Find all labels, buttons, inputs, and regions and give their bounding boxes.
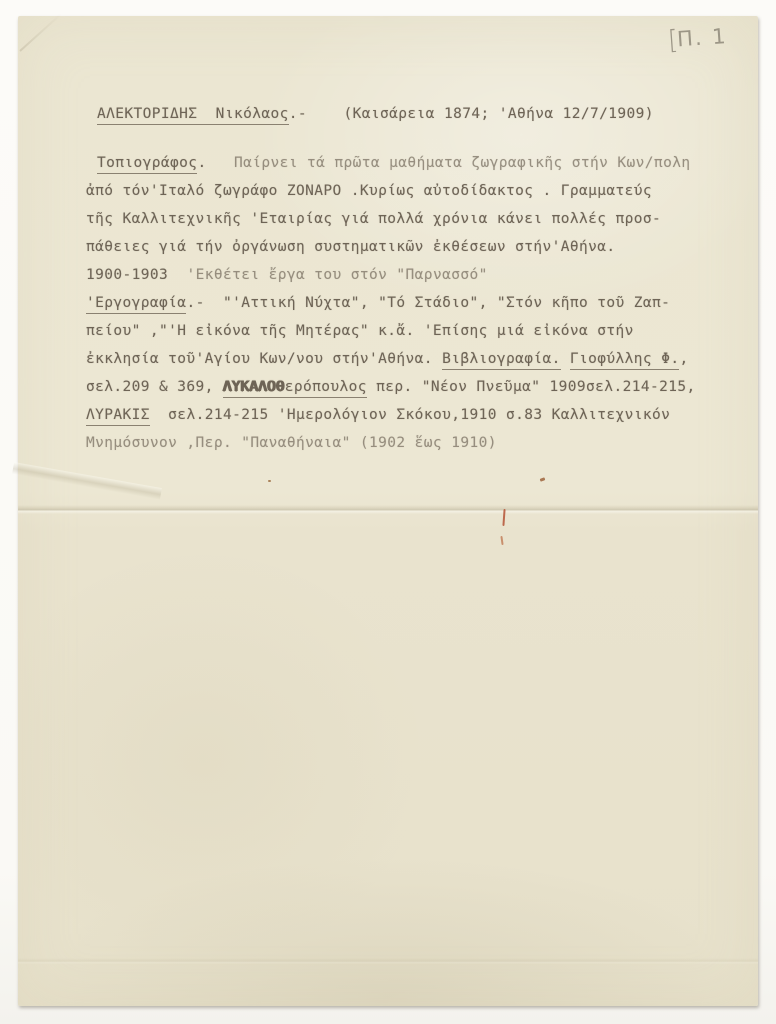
- typed-segment: περ. "Νέον Πνεῦμα" 1909σελ.214-215,: [366, 379, 696, 395]
- paper-sheet: [18, 16, 758, 1006]
- typed-segment: πάθειες γιά τήν ὀργάνωση συστηματικῶν ἐκθέσεων στήν'Αθήνα.: [86, 239, 616, 255]
- typed-segment: .- (Καισάρεια 1874; 'Αθήνα 12/7/1909): [288, 106, 654, 122]
- typed-segment: Παίρνει τά πρῶτα μαθήματα ζωγραφικῆς στήν Κων/πολη: [233, 155, 691, 171]
- typed-line: [86, 345, 746, 373]
- typed-segment-underlined: Τοπιογράφος: [97, 155, 197, 174]
- typed-line: [86, 289, 746, 317]
- typed-line: [86, 317, 746, 345]
- typed-segment-underlined: ΛΥΚΑΛΟθ: [223, 379, 285, 398]
- typed-line: [86, 205, 746, 233]
- typewritten-text-block: [86, 100, 746, 457]
- typed-segment: 'Εκθέτει ἔργα του στόν "Παρνασσό": [186, 267, 488, 283]
- fold-crease-horizontal: [18, 505, 758, 514]
- typed-line: [86, 100, 746, 128]
- typed-segment: [561, 351, 570, 367]
- typed-segment: πείου" ,"'Η εἰκόνα τῆς Μητέρας" κ.ἄ. 'Επίσης μιά εἰκόνα στήν: [86, 323, 634, 339]
- fold-crease-left-diagonal: [12, 462, 162, 500]
- typed-segment: τῆς Καλλιτεχνικῆς 'Εταιρίας γιά πολλά χρόνια κάνει πολλές προσ-: [86, 211, 662, 227]
- typed-segment: Μνημόσυνον ,Περ. "Παναθήναια" (1902 ἕως 1910): [86, 435, 497, 451]
- typed-segment: 1900-1903: [86, 267, 187, 283]
- typed-line: [86, 149, 746, 177]
- annotation-bracket-mark: [: [667, 25, 682, 57]
- typed-segment: .- "'Αττική Νύχτα", "Τό Στάδιο", "Στόν κῆπο τοῦ Ζαπ-: [186, 295, 671, 311]
- typed-segment-underlined: ΛΥΡΑΚΙΣ: [86, 407, 150, 426]
- typed-segment: σελ.209 & 369,: [86, 379, 223, 395]
- typed-segment: σελ.214-215 'Ημερολόγιον Σκόκου,1910 σ.83 Καλλιτεχνικόν: [149, 407, 671, 423]
- typed-segment-underlined: Γιοφύλλης Φ.: [570, 351, 680, 370]
- pencil-annotation: [667, 22, 729, 56]
- typed-segment-underlined: ερόπουλος: [285, 379, 367, 398]
- typed-segment: .: [197, 155, 234, 171]
- paper-fiber-artifact: [268, 480, 271, 482]
- typed-line: [86, 401, 746, 429]
- typed-line: [86, 373, 746, 401]
- typed-line: [86, 261, 746, 289]
- typed-segment-underlined: 'Εργογραφία: [86, 295, 186, 314]
- typed-segment-underlined: Βιβλιογραφία.: [442, 351, 561, 370]
- typed-segment-underlined: ΑΛΕΚΤΟΡΙΔΗΣ Νικόλαος: [97, 106, 289, 125]
- annotation-number: Π. 1: [676, 23, 729, 52]
- corner-crease-topleft: [19, 13, 62, 52]
- fold-crease-bottom-faint: [18, 958, 758, 964]
- typed-segment: ἐκκλησία τοῦ'Αγίου Κων/νου στήν'Αθήνα.: [86, 351, 443, 367]
- typed-segment: ἀπό τόν'Ιταλό ζωγράφο ΖΟΝΑΡΟ .Κυρίως αὐτοδίδακτος . Γραμματεύς: [86, 183, 653, 199]
- typed-line: [86, 177, 746, 205]
- typed-line: [86, 233, 746, 261]
- typed-segment: ,: [679, 351, 689, 367]
- typed-line: [86, 429, 746, 457]
